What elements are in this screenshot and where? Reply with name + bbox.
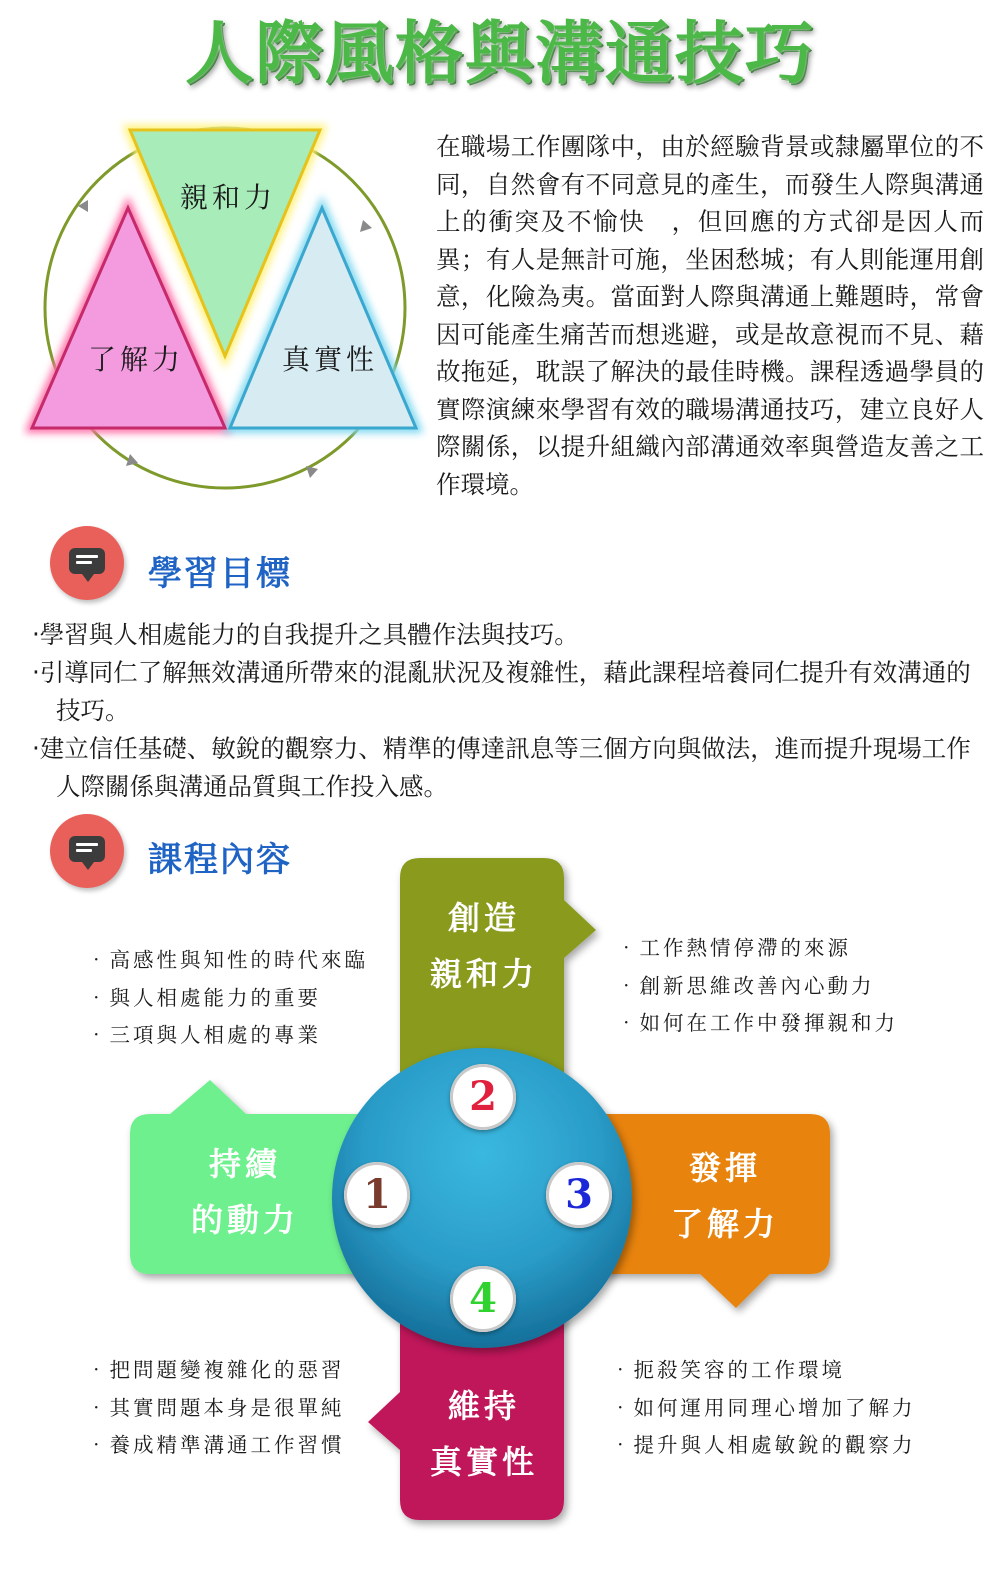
list-item: ‧如何運用同理心增加了解力 [610,1395,916,1420]
list-top-right [616,930,898,1043]
arm-bottom-label: 維持 真實性 [429,1387,538,1481]
list-top-left [86,942,368,1055]
list-item: ‧三項與人相處的專業 [86,1023,321,1047]
list-bottom-left [86,1352,345,1465]
list-item: ‧其實問題本身是很單純 [86,1395,345,1420]
arm-top-label: 創造 親和力 [429,899,538,993]
goal-item: ‧引導同仁了解無效溝通所帶來的混亂狀況及複雜性，藉此課程培養同仁提升有效溝通的技巧。 [32,658,971,725]
arm-right-label: 發揮 了解力 [670,1149,779,1243]
goals-section-title: 學習目標 [148,554,292,594]
list-item: ‧把問題變複雜化的惡習 [86,1358,345,1382]
list-item: ‧與人相處能力的重要 [86,985,321,1010]
arm-left-label: 持續 的動力 [190,1145,299,1239]
list-item: ‧提升與人相處敏銳的觀察力 [610,1433,916,1457]
triangle-label-left: 了解力 [88,343,185,376]
chat-icon [50,814,124,888]
list-item: ‧工作熱情停滯的來源 [616,936,851,960]
content-section-title: 課程內容 [148,840,292,880]
page-title: 人際風格與溝通技巧 [184,15,815,94]
goals-list [32,616,982,806]
cycle-arrow-icon [360,220,372,232]
goal-item: ‧學習與人相處能力的自我提升之具體作法與技巧。 [32,620,579,649]
triangle-label-top: 親和力 [180,181,277,214]
number-badge-4: 4 [450,1266,516,1332]
chat-icon [50,526,124,600]
number-badge-1: 1 [344,1162,410,1228]
list-bottom-right [610,1352,916,1465]
intro-paragraph: 在職場工作團隊中，由於經驗背景或隸屬單位的不同，自然會有不同意見的產生，而發生人際與溝通上的衝突及不愉快 ，但回應的方式卻是因人而異；有人是無計可施，坐困愁城；有人則能運用創意，化險為夷。當面對人際與溝通上難題時，常會因可能產生痛苦而想逃避，或是故意視而不見、藉故拖延，耽誤了解決的最佳時機。課程透過學員的實際演練來學習有效的職場溝通技巧，建立良好人際關係，以提升組織內部溝通效率與營造友善之工作環境。 [436,132,984,499]
goal-item: ‧建立信任基礎、敏銳的觀察力、精準的傳達訊息等三個方向與做法，進而提升現場工作人際關係與溝通品質與工作投入感。 [32,734,971,801]
number-badge-3: 3 [546,1162,612,1228]
list-item: ‧創新思維改善內心動力 [616,973,875,998]
list-item: ‧高感性與知性的時代來臨 [86,948,368,972]
list-item: ‧養成精準溝通工作習慣 [86,1433,345,1457]
list-item: ‧如何在工作中發揮親和力 [616,1011,898,1035]
list-item: ‧扼殺笑容的工作環境 [610,1358,845,1382]
triangle-label-right: 真實性 [282,343,379,376]
number-badge-2: 2 [450,1064,516,1130]
cycle-arrow-icon [306,466,318,478]
